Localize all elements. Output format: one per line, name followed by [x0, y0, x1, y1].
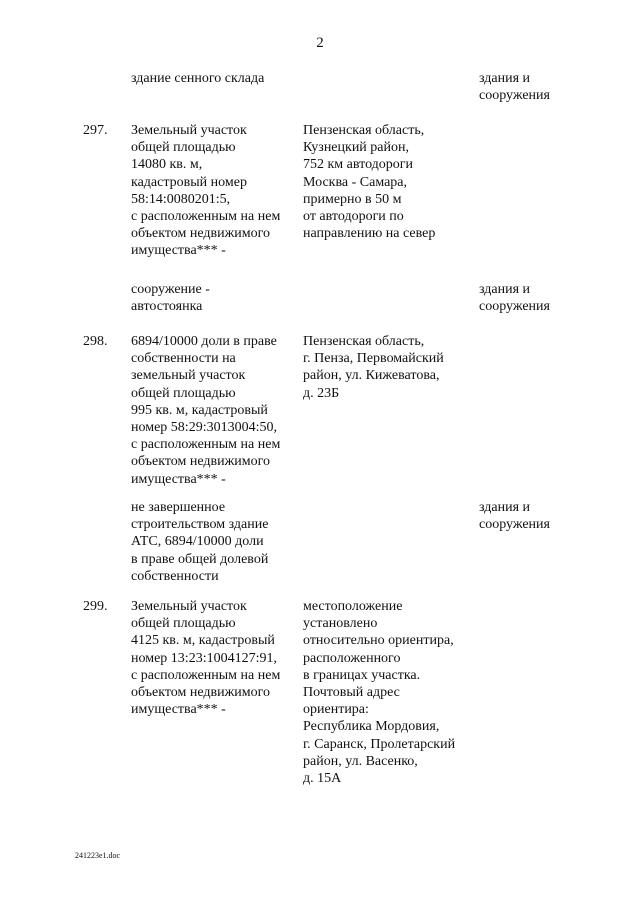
item-number: 298.: [83, 334, 108, 349]
item-number: 297.: [83, 123, 108, 138]
object-description: сооружение - автостоянка: [131, 282, 210, 315]
item-location: Пензенская область, г. Пенза, Первомайский район, ул. Кижеватова, д. 23Б: [303, 334, 444, 401]
item-description: Земельный участок общей площадью 14080 кв. м, кадастровый номер 58:14:0080201:5, с расположенным на нем объектом недвижимого имущества*** -: [131, 123, 281, 259]
object-description: не завершенное строительством здание АТС, 6894/10000 доли в праве общей долевой собственности: [131, 500, 269, 584]
file-name-footer: 241223e1.doc: [75, 851, 121, 860]
object-category: здания и сооружения: [479, 500, 550, 533]
object-category: здания и сооружения: [479, 282, 550, 315]
item-location: местоположение установлено относительно ориентира, расположенного в границах участка. Почтовый адрес ориентира: Республика Мордовия, г. Саранск, Пролетарский район, ул. Васенко, д. 15А: [303, 599, 456, 787]
object-category: здания и сооружения: [479, 71, 550, 104]
item-number: 299.: [83, 599, 108, 614]
item-description: Земельный участок общей площадью 4125 кв. м, кадастровый номер 13:23:1004127:91, с расположенным на нем объектом недвижимого имущества*** -: [131, 599, 281, 718]
object-description: здание сенного склада: [131, 71, 265, 86]
item-location: Пензенская область, Кузнецкий район, 752 км автодороги Москва - Самара, примерно в 50 м от автодороги по направлению на север: [303, 123, 436, 242]
item-description: 6894/10000 доли в праве собственности на земельный участок общей площадью 995 кв. м, кадастровый номер 58:29:3013004:50, с расположенным на нем объектом недвижимого имущества*** -: [131, 334, 281, 487]
page-number: 2: [316, 35, 324, 51]
